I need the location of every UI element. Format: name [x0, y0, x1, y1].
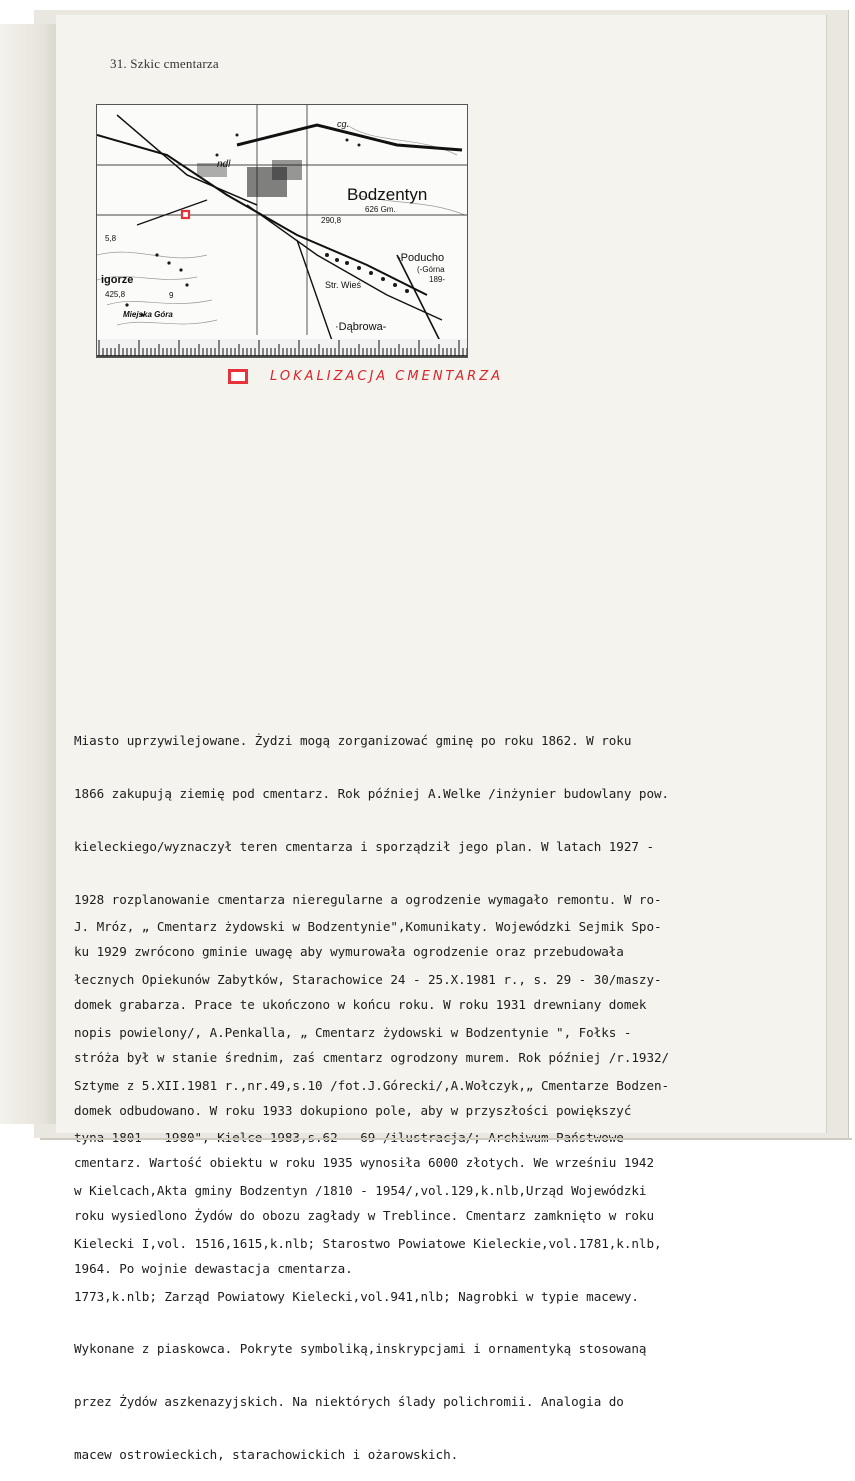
- cemetery-sketch-map: [96, 104, 468, 358]
- history-line: 1928 rozplanowanie cmentarza nieregularne a ogrodzenie wymagało remontu. W ro-: [74, 891, 662, 907]
- history-line: roku wysiedlono Żydów do obozu zagłady w Treblince. Cmentarz zamknięto w roku: [74, 1208, 654, 1224]
- bibliography-line: przez Żydów aszkenazyjskich. Na niektórych ślady polichromii. Analogia do: [74, 1394, 624, 1410]
- binding-spine: [0, 24, 61, 1124]
- history-line: domek odbudowano. W roku 1933 dokupiono pole, aby w przyszłości powiększyć: [74, 1102, 632, 1118]
- bibliography-paragraph: [74, 883, 854, 1481]
- map-label-dabrowa: ·Dąbrowa-: [335, 321, 387, 333]
- bibliography-line: 1773,k.nlb; Zarząd Powiatowy Kielecki,vol.941,nlb; Nagrobki w typie macewy.: [74, 1288, 639, 1304]
- bibliography-line: macew ostrowieckich, starachowickich i ożarowskich.: [74, 1447, 459, 1462]
- history-line: ku 1929 zwrócono gminie uwagę aby wymurowała ogrodzenie oraz przebudowała: [74, 944, 624, 960]
- bibliography-line: Wykonane z piaskowca. Pokryte symboliką,inskrypcjami i ornamentyką stosowaną: [74, 1341, 647, 1357]
- map-label-ndl: ndl: [217, 159, 231, 170]
- map-label-425: 425,8: [105, 290, 126, 299]
- map-label-elevation-626: 626 Gm.: [365, 205, 396, 214]
- map-label-miejska-gora: Miejska Góra: [123, 310, 173, 319]
- map-label-elevation-290: 290,8: [321, 216, 342, 225]
- map-legend: [228, 369, 503, 384]
- history-line: domek grabarza. Prace te ukończono w końcu roku. W roku 1931 drewniany domek: [74, 997, 647, 1013]
- bibliography-line: J. Mróz, „ Cmentarz żydowski w Bodzentynie",Komunikaty. Wojewódzki Sejmik Spo-: [74, 919, 662, 935]
- bibliography-line: nopis powielony/, A.Penkalla, „ Cmentarz żydowski w Bodzentynie ", Fołks -: [74, 1024, 632, 1040]
- map-label-gorna: (-Górna: [417, 265, 445, 274]
- legend-label: LOKALIZACJA CMENTARZA: [270, 369, 504, 384]
- map-label-cg: cg.: [337, 119, 350, 129]
- map-label-town: Bodzentyn: [347, 185, 428, 204]
- map-label-9: 9: [169, 291, 174, 300]
- bibliography-line: Kielecki I,vol. 1516,1615,k.nlb; Starostwo Powiatowe Kieleckie,vol.1781,k.nlb,: [74, 1235, 662, 1251]
- history-line: kieleckiego/wyznaczył teren cmentarza i sporządził jego plan. W latach 1927 -: [74, 838, 654, 854]
- map-scale-bar: [97, 339, 467, 357]
- bibliography-line: Sztyme z 5.XII.1981 r.,nr.49,s.10 /fot.J.Górecki/,A.Wołczyk,„ Cmentarze Bodzen-: [74, 1077, 670, 1093]
- bibliography-line: w Kielcach,Akta gminy Bodzentyn /1810 - 1954/,vol.129,k.nlb,Urząd Wojewódzki: [74, 1183, 647, 1199]
- page-bottom-edge: [40, 1138, 852, 1140]
- bibliography-line: łecznych Opiekunów Zabytków, Starachowice 24 - 25.X.1981 r., s. 29 - 30/maszy-: [74, 971, 662, 987]
- history-line: Miasto uprzywilejowane. Żydzi mogą zorganizować gminę po roku 1862. W roku: [74, 733, 632, 749]
- history-line: cmentarz. Wartość obiektu w roku 1935 wynosiła 6000 złotych. We wrześniu 1942: [74, 1155, 654, 1171]
- history-line: 1964. Po wojnie dewastacja cmentarza.: [74, 1261, 353, 1276]
- map-label-58: 5,8: [105, 234, 117, 243]
- map-label-str-wies: Str. Wieś: [325, 280, 362, 290]
- history-line: 1866 zakupują ziemię pod cmentarz. Rok później A.Welke /inżynier budowlany pow.: [74, 785, 670, 801]
- cemetery-location-marker: [182, 211, 189, 218]
- map-label-igorze: igorze: [101, 274, 134, 286]
- map-label-189: 189-: [429, 275, 446, 284]
- map-graphic: [97, 105, 467, 357]
- roads: [97, 115, 462, 355]
- legend-marker-symbol: [228, 369, 248, 384]
- history-line: stróża był w stanie średnim, zaś cmentarz ogrodzony murem. Rok później /r.1932/: [74, 1049, 670, 1065]
- town-buildings: [125, 134, 409, 317]
- figure-caption: 31. Szkic cmentarza: [110, 56, 219, 71]
- map-label-poducho: -Poducho: [397, 252, 445, 264]
